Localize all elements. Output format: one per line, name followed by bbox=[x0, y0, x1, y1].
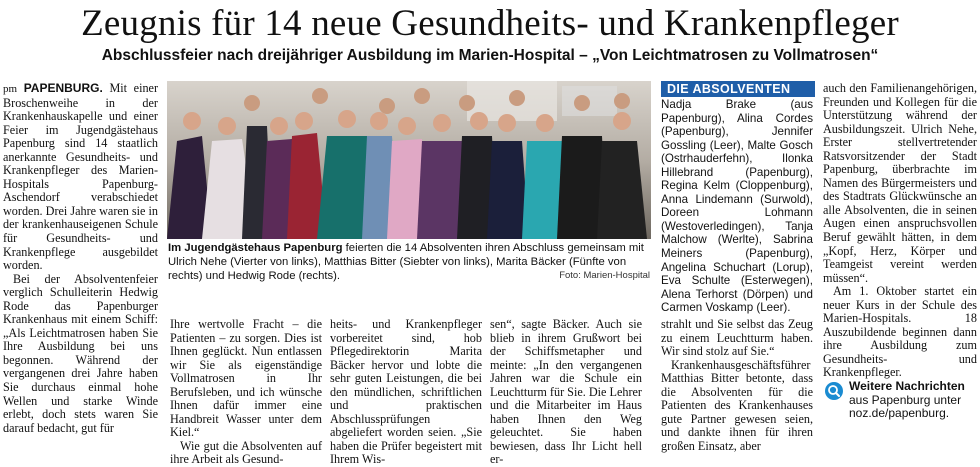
dateline: PAPENBURG. bbox=[23, 81, 103, 95]
more-news-title: Weitere Nachrichten bbox=[849, 379, 965, 393]
article-column-5 bbox=[661, 318, 813, 453]
graduates-heading: DIE ABSOLVENTEN bbox=[661, 81, 815, 97]
paragraph: Wie gut die Absolventen auf ihre Arbeit als Gesund- bbox=[170, 438, 322, 467]
more-news-text: aus Papenburg unter noz.de/papenburg. bbox=[849, 392, 962, 420]
graduates-list bbox=[661, 98, 813, 315]
photo-credit: Foto: Marien-Hospital bbox=[559, 270, 650, 281]
paragraph: strahlt und Sie selbst das Zeug zu einem Leuchtturm haben. Wir sind stolz auf Sie.“ bbox=[661, 317, 813, 359]
headline: Zeugnis für 14 neue Gesundheits- und Krankenpfleger bbox=[81, 3, 899, 44]
author-initials: pm bbox=[3, 83, 18, 95]
photo-caption bbox=[168, 241, 650, 283]
caption-text: feierten die 14 Absolventen ihren Abschluss gemeinsam mit Ulrich Nehe (Vierter von links), Matthias Bitter (Siebter von links), Marita Bäcker (Fünfte von rechts) und Hedwig Rode (rechts). bbox=[168, 242, 644, 282]
group-photo bbox=[167, 81, 651, 239]
article-column-6 bbox=[823, 82, 977, 380]
article-column-2 bbox=[170, 318, 322, 467]
search-icon-glyph bbox=[825, 382, 843, 400]
paragraph: Ihre wertvolle Fracht – die Patienten – zu sorgen. Dies ist Ihnen geglückt. Nun entlassen wir Sie als eigenständige Vollmatrosen in Ihr Berufsleben, und ich wünsche Ihnen dafür immer eine Handbreit Wasser unter dem Kiel.“ bbox=[170, 317, 322, 440]
more-news-link[interactable] bbox=[849, 380, 979, 421]
paragraph: auch den Familienangehörigen, Freunden und Kollegen für die Unterstützung während der Ausbildungszeit. Ulrich Nehe, Erster stellvertretender Ratsvorsitzender der Stadt Papenburg, überbrachte im Namen des Bürgermeisters und des Stadtrats Glückwünsche an alle Absolventen, die in seinen Augen einen anspruchsvollen Beruf gewählt hätten, in dem „Kopf, Herz, Körper und Teamgeist vereint werden müssen“. bbox=[823, 81, 977, 285]
subheadline: Abschlussfeier nach dreijähriger Ausbildung im Marien-Hospital – „Von Leichtmatrosen zu Vollmatrosen“ bbox=[101, 47, 879, 64]
paragraph: sen“, sagte Bäcker. Auch sie blieb in ihrem Grußwort bei der Schiffsmetapher und meinte: „In den vergangenen Jahren war die Schule ein Leuchtturm für Sie. Die Lehrer und die Mitarbeiter im Haus haben Ihnen den Weg geleuchtet. Sie haben bewiesen, dass Ihr Licht hell er- bbox=[490, 317, 642, 467]
paragraph: heits- und Krankenpfleger vorbereitet sind, hob Pflegedirektorin Marita Bäcker hervor und lobte die sehr guten Leistungen, die bei den mündlichen, schriftlichen und praktischen Abschlussprüfungen abgeliefert worden seien. „Sie haben die Prüfer begeistert mit Ihrem Wis- bbox=[330, 317, 482, 467]
paragraph: Krankenhausgeschäftsführer Matthias Bitter betonte, dass die Absolventen für die Patienten des Krankenhauses gute Partner gewesen seien, und dankte ihnen für ihren großen Einsatz, aber bbox=[661, 357, 813, 453]
caption-lead: Im Jugendgästehaus Papenburg bbox=[168, 242, 343, 254]
paragraph: Mit einer Broschenweihe in der Krankenhauskapelle und einer Feier im Jugendgästehaus Papenburg sind 14 staatlich anerkannte Gesundheits- und Krankenpfleger des Marien-Hospitals Papenburg-Aschendorf verabschiedet worden. Drei Jahre waren sie in der krankenhauseigenen Schule für Gesundheits- und Krankenpflege ausgebildet worden. bbox=[3, 81, 159, 273]
photo-image bbox=[167, 81, 651, 239]
search-icon bbox=[825, 382, 843, 400]
article-column-4 bbox=[490, 318, 642, 467]
graduates-text: Nadja Brake (aus Papenburg), Alina Cordes (Papenburg), Jennifer Gossling (Leer), Malte Gosch (Ostrhauderfehn), Ilonka Hillebrand (Papenburg), Regina Kelm (Cloppenburg), Anna Lindemann (Surwold), Doreen Lohmann (Westoverledingen), Tanja Malchow (Werlte), Sabrina Meiners (Papenburg), Angelina Schuchart (Lorup), Eva Schulte (Esterwegen), Alena Terhorst (Dörpen) und Carmen Voskamp (Leer). bbox=[661, 98, 813, 315]
paragraph: Am 1. Oktober startet ein neuer Kurs in der Schule des Marien-Hospitals. 18 Auszubildende beginnen dann ihre Ausbildung zum Gesundheits- und Krankenpfleger. bbox=[823, 284, 977, 380]
paragraph: Bei der Absolventenfeier verglich Schulleiterin Hedwig Rode das Papenburger Krankenhaus mit einem Schiff: „Als Leichtmatrosen haben Sie Ihre Ausbildung bei uns begonnen. Während der vergangenen drei Jahre haben Sie durchaus einmal hohe Wellen und starke Winde erlebt, doch stets waren Sie darauf bedacht, gut für bbox=[3, 271, 158, 435]
article-column-1 bbox=[3, 82, 158, 435]
article-column-3 bbox=[330, 318, 482, 467]
